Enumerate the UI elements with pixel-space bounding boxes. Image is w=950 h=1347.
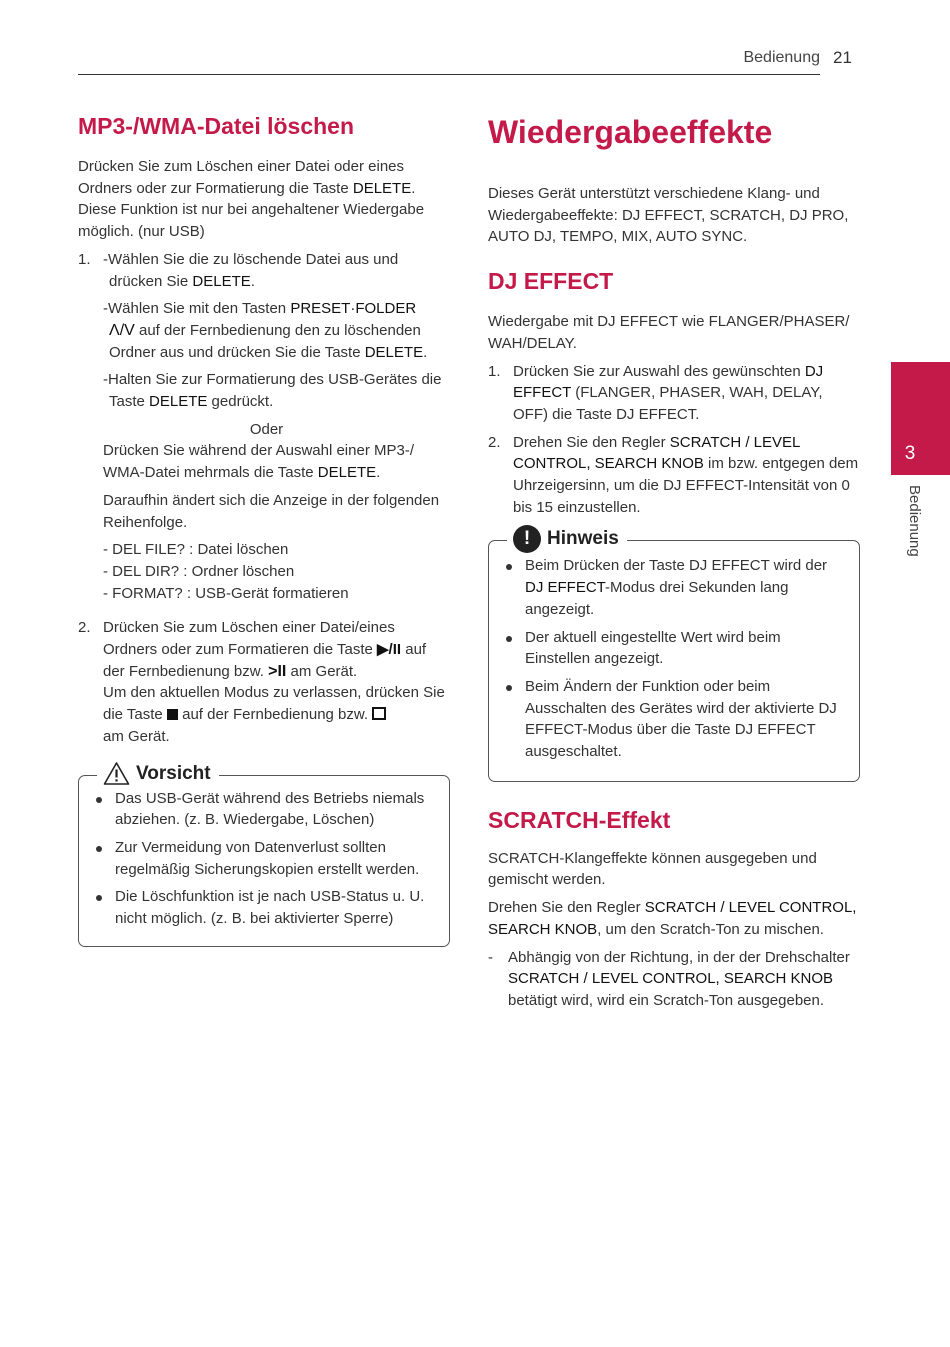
- delete-intro-text-end: . Diese Funktion ist nur bei angehaltener Wiedergabe möglich. (nur USB): [78, 179, 425, 241]
- running-header-section: Bedienung: [743, 49, 820, 66]
- dj-step1-text-2: (FLANGER, PHASER, WAH, DELAY, OFF) die Taste DJ EFFECT.: [513, 384, 823, 423]
- warning-triangle-icon: [103, 761, 130, 786]
- delete-step-1: [78, 249, 450, 605]
- step2-text-3: am Gerät.: [286, 662, 358, 680]
- bullet-dot-icon: [96, 797, 102, 803]
- hint-item: [489, 627, 847, 670]
- hint-item-text: Beim Ändern der Funktion oder beim Ausschalten des Gerätes wird der aktivierte DJ EFFECT-Modus über die Taste DJ EFFECT ausgeschaltet.: [525, 677, 837, 761]
- scratch-note: [488, 947, 860, 1012]
- dj-effect-key-label: DJ EFFECT: [525, 579, 606, 597]
- hint-item-text: Der aktuell eingestellte Wert wird beim Einstellen angezeigt.: [525, 628, 781, 668]
- caution-item: [79, 837, 437, 880]
- hint-item-text-end: -Modus drei Sekunden lang angezeigt.: [525, 579, 789, 618]
- caution-item: [79, 788, 437, 831]
- step-number: 2.: [488, 433, 501, 451]
- hint-title: Hinweis: [547, 528, 619, 550]
- step1-option-b: [103, 298, 450, 363]
- bullet-dot-icon: [506, 636, 512, 642]
- bullet-dot-icon: [96, 895, 102, 901]
- delete-key-label: DELETE: [192, 272, 251, 290]
- section-title-dj-effect: DJ EFFECT: [488, 268, 614, 295]
- step1-c-text: -Halten Sie zur Formatierung des USB-Gerätes die Taste: [103, 371, 442, 411]
- section-title-scratch: SCRATCH-Effekt: [488, 806, 671, 833]
- stop-icon: [167, 709, 178, 720]
- scratch-note-text-2: betätigt wird, wird ein Scratch-Ton ausgegeben.: [508, 991, 825, 1009]
- caution-item-text: Die Löschfunktion ist je nach USB-Status u. U. nicht möglich. (z. B. bei aktivierter Sperre): [115, 888, 425, 928]
- step1-option-d: [103, 440, 450, 483]
- delete-intro: [78, 156, 450, 243]
- step1-option-c: [103, 369, 450, 412]
- delete-intro-text: Drücken Sie zum Löschen einer Datei oder eines Ordners oder zur Formatierung die Taste: [78, 158, 405, 197]
- dash-marker: -: [488, 948, 493, 966]
- scratch-text-2: , um den Scratch-Ton zu mischen.: [597, 920, 824, 938]
- right-column: [488, 110, 860, 1012]
- step2-text-2: auf der Fernbedienung bzw.: [103, 641, 427, 680]
- chapter-label: Bedienung: [906, 485, 923, 557]
- display-sequence-item: - FORMAT? : USB-Gerät formatieren: [103, 584, 349, 602]
- dj-step1-text-1: Drücken Sie zur Auswahl des gewünschten: [513, 362, 805, 380]
- step1-d-end: .: [376, 464, 381, 482]
- step-number: 2.: [78, 619, 91, 637]
- step1-option-a: [103, 249, 450, 292]
- dj-effect-intro: Wiedergabe mit DJ EFFECT wie FLANGER/PHASER/ WAH/DELAY.: [488, 313, 850, 352]
- section-title-delete: MP3-/WMA-Datei löschen: [78, 113, 355, 139]
- section-title-playback-effects: Wiedergabeeffekte: [488, 114, 773, 150]
- step1-c-end: gedrückt.: [207, 393, 274, 411]
- display-sequence-item: - DEL FILE? : Datei löschen: [103, 541, 289, 559]
- step2-text-5: auf der Fernbedienung bzw.: [177, 706, 373, 724]
- page-number: 21: [833, 48, 852, 67]
- scratch-knob-key-label: SCRATCH / LEVEL CONTROL, SEARCH KNOB: [488, 899, 857, 938]
- step2-text-6: am Gerät.: [103, 727, 170, 745]
- dj-effect-key-label: DJ EFFECT: [513, 362, 824, 402]
- bullet-dot-icon: [506, 685, 512, 691]
- scratch-instruction: [488, 897, 860, 940]
- preset-folder-key-label: PRESET·FOLDER: [290, 300, 417, 318]
- delete-key-label: DELETE: [352, 179, 412, 197]
- step2-text-1: Drücken Sie zum Löschen einer Datei/eines Ordners oder zum Formatieren die Taste: [103, 619, 395, 659]
- hint-box: [488, 528, 860, 781]
- display-sequence-intro: Daraufhin ändert sich die Anzeige in der folgenden Reihenfolge.: [103, 491, 440, 531]
- device-stop-icon: [372, 707, 386, 720]
- dj-step-2: [488, 432, 860, 519]
- caution-box: [78, 762, 450, 947]
- caution-item-text: Zur Vermeidung von Datenverlust sollten regelmäßig Sicherungskopien erstellt werden.: [115, 838, 420, 878]
- dj-step2-text: [513, 432, 860, 519]
- hint-item: [489, 555, 847, 620]
- delete-key-label: DELETE: [364, 343, 424, 361]
- caution-title: Vorsicht: [136, 762, 211, 784]
- dj-step1-text: [513, 361, 860, 426]
- caution-header: [97, 761, 219, 787]
- chapter-number: 3: [904, 443, 916, 464]
- step1-b-text-2: auf der Fernbedienung den zu löschenden Ordner aus und drücken Sie die Taste: [109, 321, 421, 361]
- scratch-knob-key-label: SCRATCH / LEVEL CONTROL, SEARCH KNOB: [508, 970, 834, 988]
- delete-key-label: DELETE: [317, 464, 377, 482]
- hint-item-text: Beim Drücken der Taste DJ EFFECT wird der: [525, 557, 828, 575]
- scratch-knob-key-label: SCRATCH / LEVEL CONTROL, SEARCH KNOB: [513, 433, 800, 473]
- or-separator: Oder: [249, 420, 284, 438]
- play-pause-icon: ▶/II: [377, 641, 402, 659]
- step2-text: [103, 617, 450, 747]
- bullet-dot-icon: [506, 564, 512, 570]
- dj-step-1: [488, 361, 860, 426]
- hint-item: [489, 676, 847, 763]
- header-rule: [78, 74, 820, 75]
- dj-step2-text-2: im bzw. entgegen dem Uhrzeigersinn, um die DJ EFFECT-Intensität von 0 bis 15 einzustellen.: [513, 455, 859, 516]
- step1-d-text: Drücken Sie während der Auswahl einer MP3-/ WMA-Datei mehrmals die Taste: [103, 442, 414, 482]
- step1-a-end: .: [250, 272, 255, 290]
- exclamation-circle-icon: !: [513, 525, 541, 553]
- caution-item: [79, 886, 437, 929]
- dj-step2-text-1: Drehen Sie den Regler: [513, 433, 670, 451]
- scratch-text-1: Drehen Sie den Regler: [488, 899, 645, 917]
- effects-intro: Dieses Gerät unterstützt verschiedene Klang- und Wiedergabeeffekte: DJ EFFECT, SCRATCH, DJ PRO, AUTO DJ, TEMPO, MIX, AUTO SYNC.: [488, 185, 849, 246]
- step1-a-text: -Wählen Sie die zu löschende Datei aus und drücken Sie: [103, 250, 399, 290]
- step-number: 1.: [488, 362, 501, 380]
- caution-item-text: Das USB-Gerät während des Betriebs niemals abziehen. (z. B. Wiedergabe, Löschen): [115, 789, 425, 829]
- bullet-dot-icon: [96, 846, 102, 852]
- step1-b-end: .: [423, 343, 428, 361]
- delete-key-label: DELETE: [149, 393, 208, 411]
- step1-b-text: -Wählen Sie mit den Tasten: [103, 300, 291, 318]
- scratch-note-text-1: Abhängig von der Richtung, in der der Drehschalter: [508, 948, 850, 966]
- hint-header: [507, 526, 627, 552]
- step-number: 1.: [78, 250, 91, 268]
- device-play-pause-icon: >II: [268, 662, 287, 680]
- scratch-note-text: [508, 947, 860, 1012]
- up-down-arrows-icon: Λ/V: [109, 321, 135, 339]
- left-column: [78, 110, 450, 947]
- step2-text-4: Um den aktuellen Modus zu verlassen, drücken Sie die Taste: [103, 684, 445, 724]
- display-sequence-item: - DEL DIR? : Ordner löschen: [103, 562, 295, 580]
- scratch-intro: SCRATCH-Klangeffekte können ausgegeben und gemischt werden.: [488, 849, 817, 889]
- delete-step-2: [78, 617, 450, 747]
